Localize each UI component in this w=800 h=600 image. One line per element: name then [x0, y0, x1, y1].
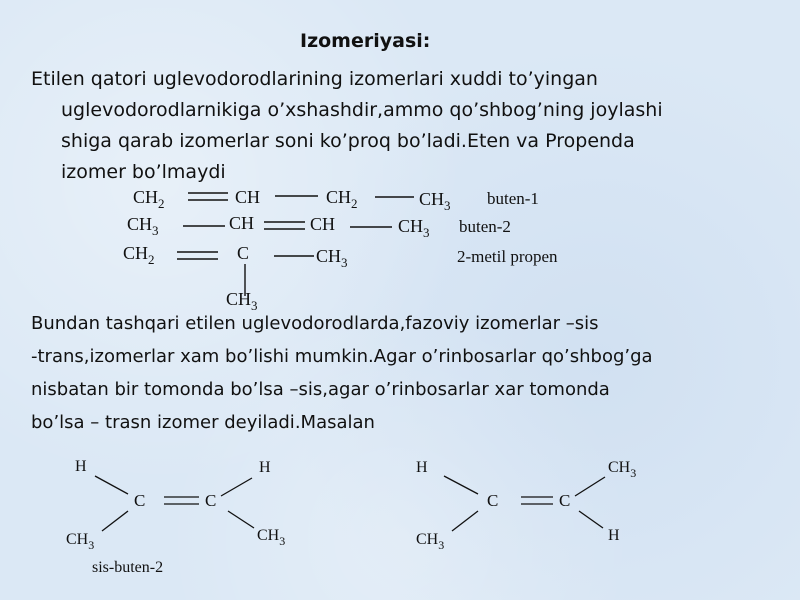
body-line-4: bo’lsa – trasn izomer deyiladi.Masalan [31, 412, 375, 433]
f2-sub-a: 3 [152, 223, 159, 238]
page-title: Izomeriyasi: [300, 30, 431, 52]
body-line-2: -trans,izomerlar xam bo’lishi mumkin.Agar o’rinbosarlar qo’shbog’ga [31, 346, 653, 367]
svg-text:CH3 [398, 216, 430, 240]
f1-sub-d: 3 [444, 198, 451, 213]
formula-cis-buten-2 [66, 458, 285, 576]
formula-2-metil-propen [123, 243, 558, 313]
trans-m2-sub: 3 [630, 466, 637, 480]
cis-m2-sub: 3 [279, 534, 286, 548]
f1-sub-c: 2 [351, 196, 358, 211]
body-paragraph [31, 307, 771, 439]
body-line-3: nisbatan bir tomonda bo’lsa –sis,agar o’rinbosarlar xar tomonda [31, 379, 610, 400]
f2-atom-a: CH [127, 214, 153, 234]
cis-m2: CH [257, 527, 280, 544]
f3-atom-b: C [237, 243, 250, 263]
trans-m1-sub: 3 [438, 538, 445, 552]
f2-atom-c: CH [310, 214, 336, 234]
f1-name: buten-1 [487, 189, 539, 208]
f2-atom-b: CH [229, 213, 255, 233]
trans-c1: C [487, 491, 499, 510]
f2-atom-d: CH [398, 216, 424, 236]
cis-c1: C [134, 491, 146, 510]
svg-text:CH2 [133, 187, 165, 211]
trans-h1: H [416, 459, 428, 476]
formula-trans-buten-2 [416, 459, 636, 552]
intro-line-2: uglevodorodlarnikiga o’xshashdir,ammo qo’shbog’ning joylashi [61, 99, 663, 121]
f3-atom-e: CH [226, 289, 252, 309]
trans-c2: C [559, 491, 571, 510]
formula-buten-2 [127, 213, 511, 240]
f2-sub-d: 3 [423, 225, 430, 240]
f3-sub-a: 2 [148, 252, 155, 267]
svg-text:CH3 [316, 246, 348, 270]
f3-atom-c: CH [316, 246, 342, 266]
cis-h1: H [75, 458, 87, 475]
intro-line-1: Etilen qatori uglevodorodlarining izomerlari xuddi to’yingan [31, 68, 598, 90]
f3-atom-a: CH [123, 243, 149, 263]
f1-atom-b: CH [235, 187, 261, 207]
trans-m1: CH [416, 531, 439, 548]
f3-sub-e: 3 [251, 298, 258, 313]
svg-text:CH3 [608, 459, 636, 480]
svg-text:CH3 [66, 531, 94, 552]
f1-sub-a: 2 [158, 196, 165, 211]
f3-sub-c: 3 [341, 255, 348, 270]
trans-h2: H [608, 527, 620, 544]
svg-text:CH3 [257, 527, 285, 548]
svg-text:CH3 [416, 531, 444, 552]
trans-m2: CH [608, 459, 631, 476]
cis-name: sis-buten-2 [92, 559, 164, 576]
f1-atom-a: CH [133, 187, 159, 207]
cis-m1-sub: 3 [88, 538, 95, 552]
f1-atom-d: CH [419, 189, 445, 209]
formula-buten-1 [133, 187, 539, 213]
svg-text:CH2 [123, 243, 155, 267]
svg-text:CH3 [419, 189, 451, 213]
svg-text:CH3 [127, 214, 159, 238]
svg-text:CH2 [326, 187, 358, 211]
f2-name: buten-2 [459, 217, 511, 236]
cis-m1: CH [66, 531, 89, 548]
cis-c2: C [205, 491, 217, 510]
intro-line-4: izomer bo’lmaydi [61, 161, 226, 183]
f1-atom-c: CH [326, 187, 352, 207]
intro-line-3: shiga qarab izomerlar soni ko’proq bo’ladi.Eten va Propenda [61, 130, 635, 152]
body-line-1: Bundan tashqari etilen uglevodorodlarda,fazoviy izomerlar –sis [31, 313, 599, 334]
f3-name: 2-metil propen [457, 247, 558, 266]
cis-h2: H [259, 459, 271, 476]
